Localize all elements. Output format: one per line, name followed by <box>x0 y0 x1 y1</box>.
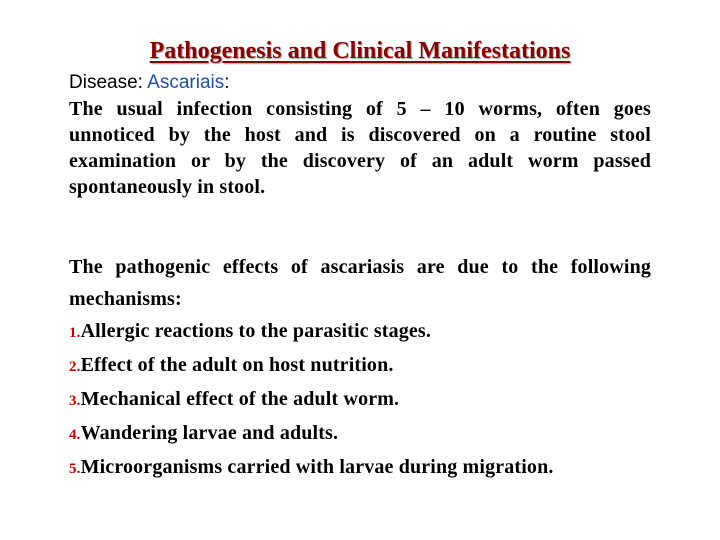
list-item <box>69 417 651 451</box>
disease-label: Disease: <box>69 72 148 93</box>
list-item-number: 4. <box>69 427 81 443</box>
list-item <box>69 451 651 485</box>
disease-line <box>69 69 651 96</box>
list-item <box>69 383 651 417</box>
list-item-number: 5. <box>69 461 81 477</box>
infection-paragraph <box>69 69 651 200</box>
disease-name: Ascariais <box>147 72 225 93</box>
infection-text: The usual infection consisting of 5 – 10 worms, often goes unnoticed by the host and is discovered on a routine stool examination or by the discovery of an adult worm passed spontaneously in stool. <box>69 98 651 198</box>
list-item-text: Wandering larvae and adults. <box>80 422 339 444</box>
list-item <box>69 315 651 349</box>
mechanisms-section <box>69 251 651 485</box>
list-item-text: Mechanical effect of the adult worm. <box>80 388 400 410</box>
mechanisms-list <box>69 315 651 485</box>
list-item-number: 2. <box>69 359 81 375</box>
mechanisms-intro: The pathogenic effects of ascariasis are due to the following mechanisms: <box>69 256 651 310</box>
list-item-text: Effect of the adult on host nutrition. <box>80 354 394 376</box>
list-item-text: Allergic reactions to the parasitic stages. <box>80 320 432 342</box>
disease-suffix: : <box>224 72 230 93</box>
list-item <box>69 349 651 383</box>
list-item-number: 1. <box>69 325 81 341</box>
slide-title: Pathogenesis and Clinical Manifestations <box>149 38 571 64</box>
list-item-text: Microorganisms carried with larvae during migration. <box>80 456 554 478</box>
list-item-number: 3. <box>69 393 81 409</box>
